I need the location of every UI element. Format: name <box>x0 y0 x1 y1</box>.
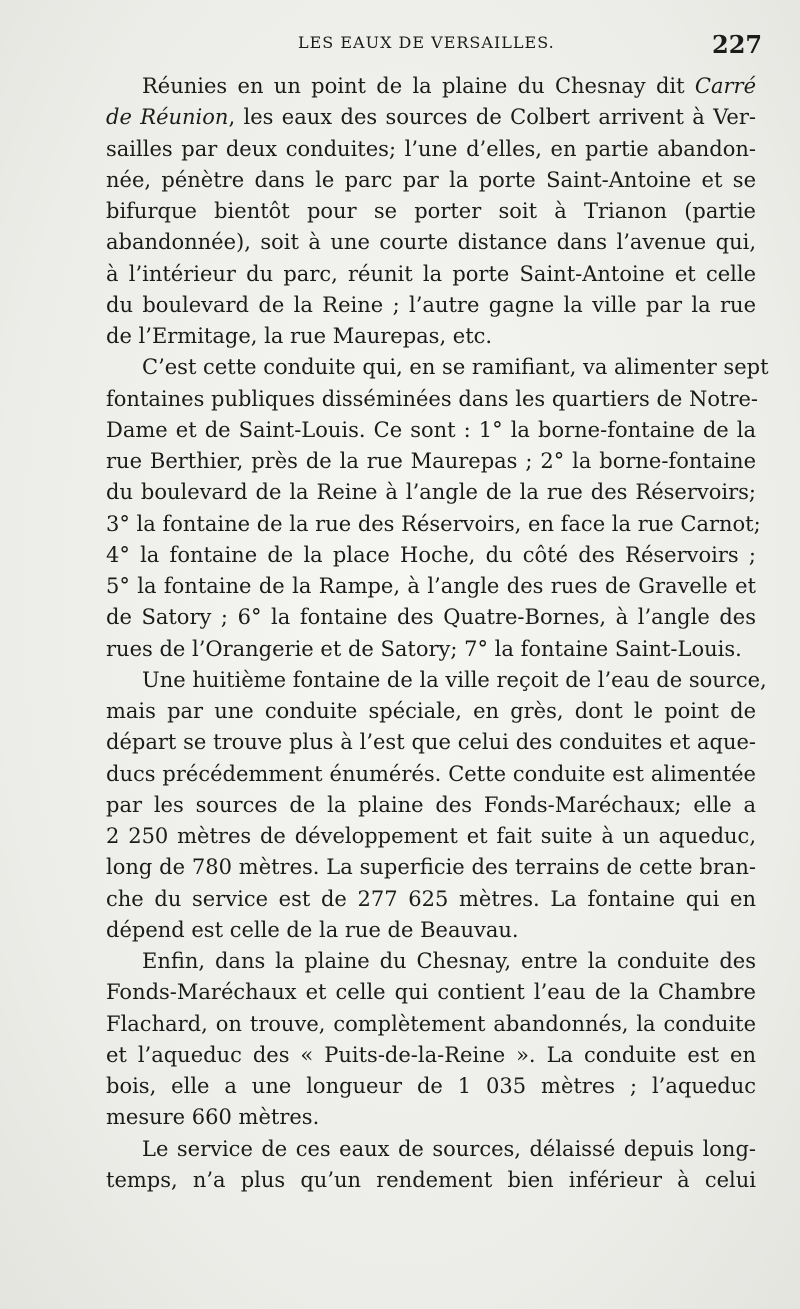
line-text: Fonds-Maréchaux et celle qui contient l’eau de la Chambre <box>106 980 756 1005</box>
text-line <box>106 602 756 633</box>
line-text: Enfin, dans la plaine du Chesnay, entre la conduite des <box>142 949 756 973</box>
line-text: née, pénètre dans le parc par la porte Saint-Antoine et se <box>106 167 756 192</box>
text-line <box>106 1040 756 1071</box>
text-line <box>106 540 756 571</box>
line-text: Réunies en un point de la plaine du Chesnay dit <box>142 74 695 98</box>
line-text: à l’intérieur du parc, réunit la porte Saint-Antoine et celle <box>106 261 756 286</box>
line-text: de l’Ermitage, la rue Maurepas, etc. <box>106 324 493 348</box>
line-text: mais par une conduite spéciale, en grès, dont le point de <box>106 699 756 723</box>
line-text: bifurque bientôt pour se porter soit à Trianon (partie <box>106 199 756 223</box>
line-text: rues de l’Orangerie et de Satory; 7° la fontaine Saint-Louis. <box>106 636 742 661</box>
text-line <box>106 634 756 665</box>
line-text: C’est cette conduite qui, en se ramifiant, va alimenter sept <box>142 355 769 380</box>
text-line <box>106 1071 756 1102</box>
line-text: de Satory ; 6° la fontaine des Quatre-Bornes, à l’angle des <box>106 605 756 630</box>
line-text: long de 780 mètres. La superficie des terrains de cette bran- <box>106 855 756 880</box>
text-line <box>106 571 756 602</box>
text-line <box>106 446 756 477</box>
line-text: fontaines publiques disséminées dans les quartiers de Notre- <box>106 386 759 411</box>
line-text: rue Berthier, près de la rue Maurepas ; 2° la borne-fontaine <box>106 449 756 473</box>
line-text: Dame et de Saint-Louis. Ce sont : 1° la borne-fontaine de la <box>106 417 756 442</box>
text-line <box>106 884 756 915</box>
text-line <box>106 1165 756 1196</box>
line-text: 3° la fontaine de la rue des Réservoirs, en face la rue Carnot; <box>106 511 761 536</box>
text-line <box>106 134 756 165</box>
text-line <box>106 821 756 852</box>
italic-text: de Réunion <box>106 105 229 130</box>
running-head <box>0 30 800 60</box>
text-line <box>106 290 756 321</box>
line-text: sailles par deux conduites; l’une d’elles, en partie abandon- <box>106 136 756 161</box>
text-line <box>106 509 761 540</box>
line-text: et l’aqueduc des « Puits-de-la-Reine ». La conduite est en <box>106 1042 756 1067</box>
line-text: dépend est celle de la rue de Beauvau. <box>106 917 519 942</box>
text-line <box>106 259 756 290</box>
text-line <box>106 352 769 383</box>
running-title: LES EAUX DE VERSAILLES. <box>298 33 555 52</box>
text-line <box>106 165 756 196</box>
text-line <box>106 790 756 821</box>
text-line <box>106 321 756 352</box>
text-line <box>106 1009 756 1040</box>
text-line <box>106 71 756 102</box>
line-text: 2 250 mètres de développement et fait suite à un aqueduc, <box>106 824 756 848</box>
line-text: départ se trouve plus à l’est que celui des conduites et aque- <box>106 730 756 755</box>
text-line <box>106 1102 756 1133</box>
text-line <box>106 196 756 227</box>
page-number: 227 <box>712 30 763 59</box>
text-line <box>106 665 767 696</box>
line-text: abandonnée), soit à une courte distance dans l’avenue qui, <box>106 230 756 255</box>
line-text: , les eaux des sources de Colbert arrivent à Ver- <box>228 105 756 130</box>
text-line <box>106 977 756 1008</box>
line-text: Le service de ces eaux de sources, délaissé depuis long- <box>142 1136 756 1161</box>
line-text: 5° la fontaine de la Rampe, à l’angle des rues de Gravelle et <box>106 574 756 598</box>
line-text: par les sources de la plaine des Fonds-Maréchaux; elle a <box>106 792 756 817</box>
text-line <box>106 852 756 883</box>
line-text: temps, n’a plus qu’un rendement bien inférieur à celui <box>106 1167 756 1192</box>
text-line <box>106 227 756 258</box>
text-line <box>106 915 756 946</box>
text-line <box>106 477 756 508</box>
line-text: mesure 660 mètres. <box>106 1105 320 1130</box>
line-text: che du service est de 277 625 mètres. La fontaine qui en <box>106 886 756 911</box>
text-line <box>106 384 759 415</box>
text-line <box>106 727 756 758</box>
text-line <box>106 696 756 727</box>
line-text: Une huitième fontaine de la ville reçoit de l’eau de source, <box>142 667 767 692</box>
text-line <box>106 102 756 133</box>
line-text: Flachard, on trouve, complètement abandonnés, la conduite <box>106 1011 756 1036</box>
line-text: ducs précédemment énumérés. Cette conduite est alimentée <box>106 761 756 786</box>
text-line <box>106 759 756 790</box>
body-text <box>106 71 769 1196</box>
text-line <box>106 415 756 446</box>
line-text: du boulevard de la Reine ; l’autre gagne la ville par la rue <box>106 292 756 317</box>
line-text: bois, elle a une longueur de 1 035 mètres ; l’aqueduc <box>106 1074 756 1098</box>
line-text: 4° la fontaine de la place Hoche, du côté des Réservoirs ; <box>106 542 756 567</box>
line-text: du boulevard de la Reine à l’angle de la rue des Réservoirs; <box>106 480 756 505</box>
text-line <box>106 946 756 977</box>
italic-text: Carré <box>694 74 756 98</box>
text-line <box>106 1134 756 1165</box>
